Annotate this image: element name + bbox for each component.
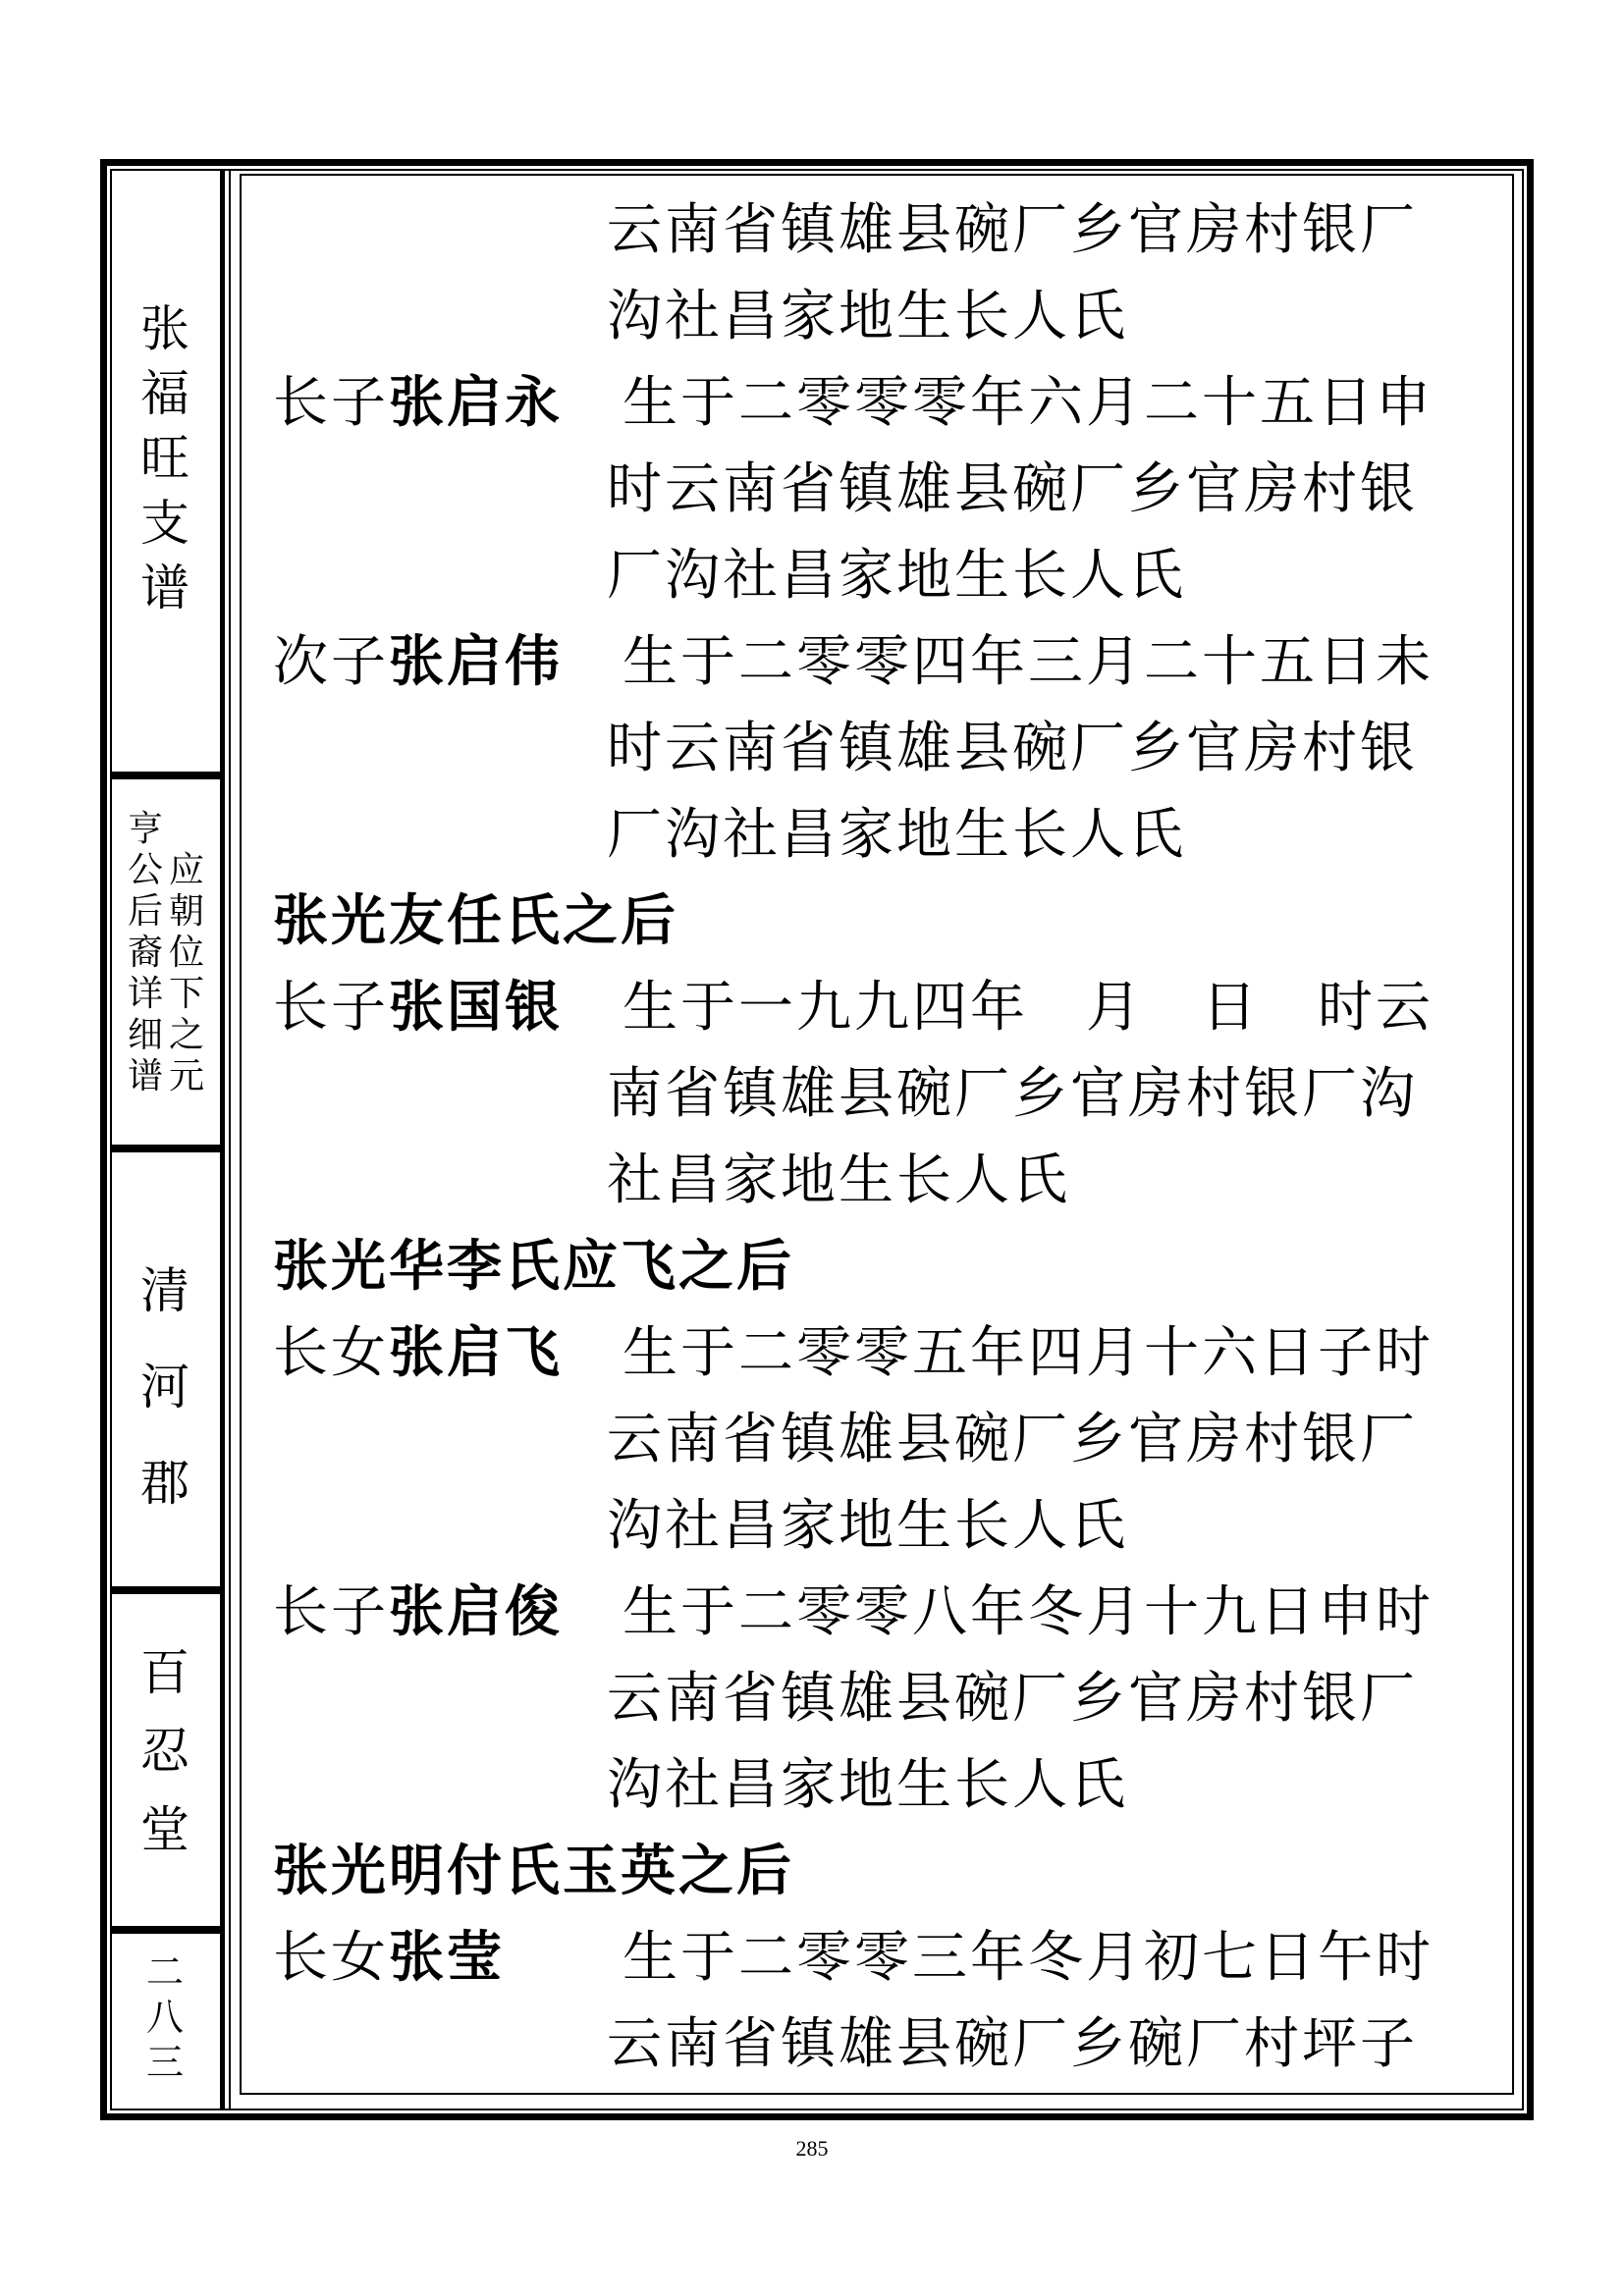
- sidebar-hall-panel: [110, 1590, 220, 1930]
- person-name: 张莹: [389, 1926, 505, 1990]
- entry-line: 厂沟社昌家地生长人氏: [607, 803, 1186, 867]
- sidebar-title-panel: [110, 169, 220, 775]
- person-name: 张启永: [389, 371, 563, 435]
- entry-line: 沟社昌家地生长人氏: [607, 1753, 1128, 1817]
- entry-line: 生于一九九四年 月 日 时云: [623, 976, 1434, 1040]
- sidebar-page-panel: [110, 1930, 220, 2110]
- section-heading: 张光友任氏之后: [273, 889, 678, 953]
- entry-line: 沟社昌家地生长人氏: [607, 285, 1128, 348]
- sidebar-subtitle-panel: [110, 775, 220, 1148]
- entry-line: 生于二零零零年六月二十五日申: [623, 371, 1434, 435]
- person-name: 张启飞: [389, 1321, 563, 1385]
- entry-line: 云南省镇雄县碗厂乡碗厂村坪子: [607, 2012, 1418, 2076]
- person-name: 张国银: [389, 976, 563, 1040]
- entry-line: 云南省镇雄县碗厂乡官房村银厂: [607, 198, 1418, 262]
- entry-line: 长女张莹: [273, 1926, 505, 1990]
- subtitle-right-column: 应 朝 位 下 之 元: [168, 850, 204, 1096]
- entry-line: 南省镇雄县碗厂乡官房村银厂沟: [607, 1062, 1418, 1126]
- entry-line: 长子张启永: [273, 371, 563, 435]
- entry-line: 生于二零零五年四月十六日子时: [623, 1321, 1434, 1385]
- entry-line: 次子张启伟: [273, 630, 563, 694]
- sidebar-title: 张 福 旺 支 谱: [140, 300, 189, 616]
- entry-line: 长子张启俊: [273, 1580, 563, 1644]
- entry-line: 长女张启飞: [273, 1321, 563, 1385]
- sidebar-subtitle: [120, 809, 210, 1162]
- person-name: 张启伟: [389, 630, 563, 694]
- entry-line: 厂沟社昌家地生长人氏: [607, 544, 1186, 608]
- entry-line: 时云南省镇雄县碗厂乡官房村银: [607, 717, 1418, 780]
- page-number: 285: [795, 2136, 829, 2161]
- entry-line: 时云南省镇雄县碗厂乡官房村银: [607, 457, 1418, 521]
- subtitle-left-column: 亨 公 后 裔 详 细 谱: [127, 809, 163, 1096]
- entry-line: 云南省镇雄县碗厂乡官房村银厂: [607, 1667, 1418, 1731]
- person-name: 张启俊: [389, 1580, 563, 1644]
- entry-line: 生于二零零八年冬月十九日申时: [623, 1580, 1434, 1644]
- sidebar-hall: 百 忍 堂: [140, 1644, 189, 1858]
- entry-line: 长子张国银: [273, 976, 563, 1040]
- sidebar-rule: [220, 169, 225, 2110]
- entry-line: 云南省镇雄县碗厂乡官房村银厂: [607, 1408, 1418, 1471]
- sidebar-place: 清 河 郡: [140, 1262, 189, 1512]
- section-heading: 张光明付氏玉英之后: [273, 1840, 794, 1903]
- sidebar-page-label: 二 八 三: [145, 1950, 184, 2084]
- entry-line: 生于二零零三年冬月初七日午时: [623, 1926, 1434, 1990]
- entry-line: 生于二零零四年三月二十五日未: [623, 630, 1434, 694]
- sidebar-rule-thin: [229, 169, 231, 2110]
- sidebar-place-panel: [110, 1148, 220, 1590]
- entry-line: 社昌家地生长人氏: [607, 1148, 1070, 1212]
- section-heading: 张光华李氏应飞之后: [273, 1235, 794, 1299]
- entry-line: 沟社昌家地生长人氏: [607, 1494, 1128, 1558]
